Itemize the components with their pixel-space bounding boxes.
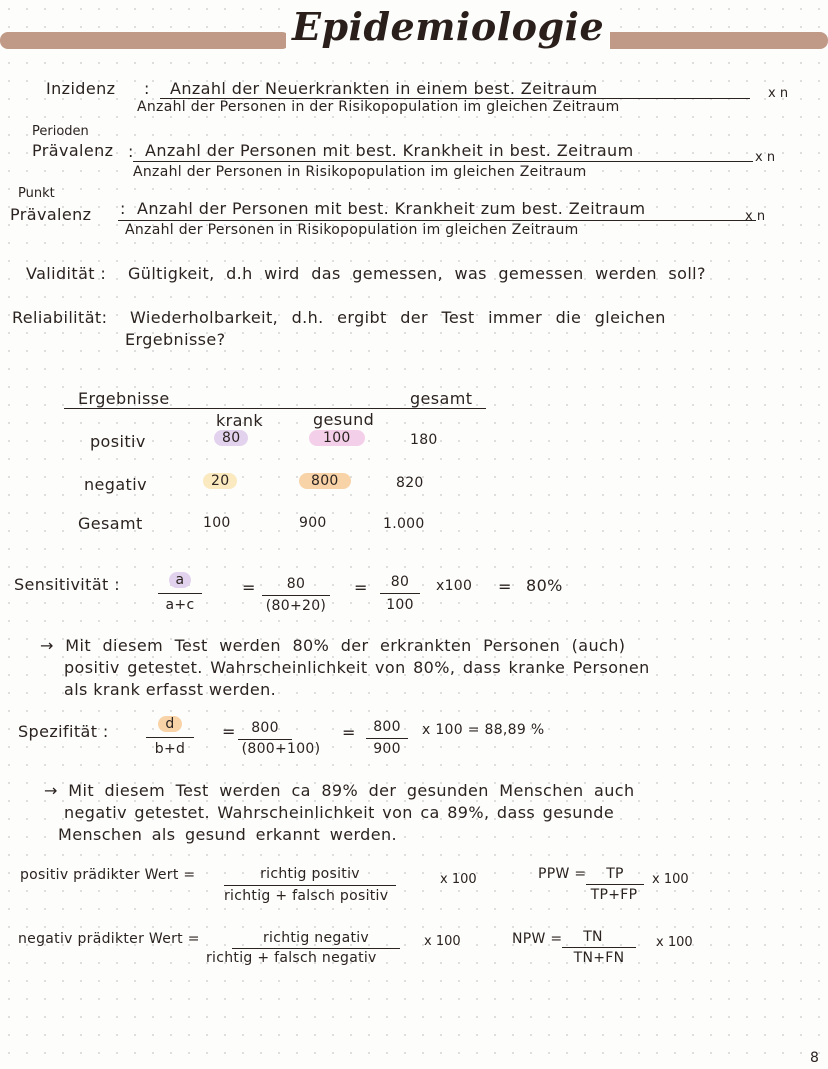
spez-frac3-line [366,738,408,739]
sens-eq2: = [354,578,368,597]
inzidenz-denominator: Anzahl der Personen in der Risikopopulation im gleichen Zeitraum [137,99,620,115]
table-cell-total: 820 [396,475,424,491]
table-row-label: positiv [90,432,146,451]
page-number: 8 [810,1050,820,1066]
table-row-label: Gesamt [78,514,143,533]
spezifitaet-label: Spezifität : [18,722,109,741]
table-col-gesund: gesund [313,410,375,429]
spez-eq1: = [222,722,236,741]
sens-frac1-line [158,593,202,594]
table-cell-b-value: 100 [309,430,365,446]
punkt-multiplier: x n [745,209,766,224]
npw-short-den: TN+FN [573,950,625,966]
validitaet-label: Validität : [26,264,107,283]
sens-eq3: = [498,577,512,596]
spez-frac2-line [238,739,292,740]
table-cell-c [203,473,237,489]
spez-frac3-den: 900 [373,741,401,757]
npw-denominator: richtig + falsch negativ [206,950,377,966]
spez-frac1-num [142,716,198,732]
table-row-label: negativ [84,475,147,494]
ppw-numerator: richtig positiv [260,866,360,882]
spez-note-1: → Mit diesem Test werden ca 89% der gesunden Menschen auch [44,781,635,800]
sens-note-2: positiv getestet. Wahrscheinlichkeit von 80%, dass kranke Personen [64,658,650,677]
table-cell-total: 100 [203,515,231,531]
table-cell-d-value: 800 [299,473,351,489]
ppw-short-label: PPW = [538,866,587,882]
perioden-denominator: Anzahl der Personen in Risikopopulation im gleichen Zeitraum [133,164,587,180]
sens-frac2-den: (80+20) [265,598,327,614]
table-cell-a-value: 80 [214,430,248,446]
table-total-header: gesamt [410,389,473,408]
npw-numerator: richtig negativ [262,930,370,946]
perioden-label-1: Perioden [32,124,89,139]
spez-frac1-num-value: d [158,716,181,732]
sens-times: x100 [436,578,473,594]
table-cell-total: 900 [299,515,327,531]
sens-frac1-den: a+c [165,597,195,613]
npw-fraction-line [232,948,400,949]
ppw-short-den: TP+FP [590,887,638,903]
sensitivitaet-label: Sensitivität : [14,575,120,594]
sens-frac1-num-value: a [169,572,192,588]
table-cell-b [309,430,365,446]
ppw-short-times: x 100 [652,872,689,887]
spez-frac3-num: 800 [373,719,401,735]
npw-times: x 100 [424,934,461,949]
sens-frac2-num: 80 [286,576,306,592]
inzidenz-label: Inzidenz [46,79,116,98]
table-col-krank: krank [216,411,264,430]
spez-result: x 100 = 88,89 % [422,722,545,738]
perioden-colon: : [128,142,134,161]
sens-frac2-line [262,595,330,596]
table-cell-total: 180 [410,432,438,448]
npw-label: negativ prädikter Wert = [18,931,200,947]
punkt-label-1: Punkt [18,186,55,201]
sens-eq1: = [242,578,256,597]
perioden-multiplier: x n [755,150,776,165]
sens-note-3: als krank erfasst werden. [64,680,277,699]
sens-frac3-den: 100 [386,597,414,613]
perioden-label-2: Prävalenz [32,141,114,160]
spez-frac1-line [146,737,194,738]
sens-frac3-num: 80 [390,574,410,590]
sens-frac3-line [380,593,420,594]
sens-result: 80% [526,576,563,595]
spez-frac2-den: (800+100) [241,741,321,757]
reliabilitaet-text-2: Ergebnisse? [125,330,226,349]
page-title: Epidemiologie [286,4,610,49]
punkt-numerator: Anzahl der Personen mit best. Krankheit zum best. Zeitraum [137,199,646,218]
npw-short-line [562,947,636,948]
table-header: Ergebnisse [78,389,170,408]
perioden-fraction-line [133,161,753,162]
ppw-short-line [586,884,644,885]
ppw-denominator: richtig + falsch positiv [224,888,389,904]
reliabilitaet-text-1: Wiederholbarkeit, d.h. ergibt der Test immer die gleichen [130,308,666,327]
header-banner-left [0,32,290,49]
sens-note-1: → Mit diesem Test werden 80% der erkrankten Personen (auch) [40,636,626,655]
npw-short-label: NPW = [512,931,563,947]
inzidenz-multiplier: x n [768,86,789,101]
ppw-times: x 100 [440,872,477,887]
validitaet-text: Gültigkeit, d.h wird das gemessen, was gemessen werden soll? [128,264,706,283]
reliabilitaet-label: Reliabilität: [12,308,108,327]
punkt-colon: : [120,199,126,218]
spez-note-2: negativ getestet. Wahrscheinlichkeit von ca 89%, dass gesunde [64,803,615,822]
inzidenz-colon: : [144,79,150,98]
sens-frac1-num [158,572,202,588]
punkt-label-2: Prävalenz [10,205,92,224]
spez-eq2: = [342,723,356,742]
punkt-denominator: Anzahl der Personen in Risikopopulation im gleichen Zeitraum [125,222,579,238]
table-header-line [64,408,486,409]
ppw-label: positiv prädikter Wert = [20,867,196,883]
ppw-short-num: TP [606,866,624,882]
npw-short-times: x 100 [656,935,693,950]
npw-short-num: TN [583,929,603,945]
inzidenz-numerator: Anzahl der Neuerkrankten in einem best. Zeitraum [170,79,598,98]
spez-frac1-den: b+d [154,741,186,757]
table-cell-c-value: 20 [203,473,237,489]
spez-note-3: Menschen als gesund erkannt werden. [58,825,397,844]
table-cell-total: 1.000 [383,516,425,532]
table-cell-a [214,430,248,446]
spez-frac2-num: 800 [251,720,279,736]
punkt-fraction-line [118,220,756,221]
perioden-numerator: Anzahl der Personen mit best. Krankheit in best. Zeitraum [145,141,634,160]
table-cell-d [299,473,351,489]
ppw-fraction-line [224,885,396,886]
